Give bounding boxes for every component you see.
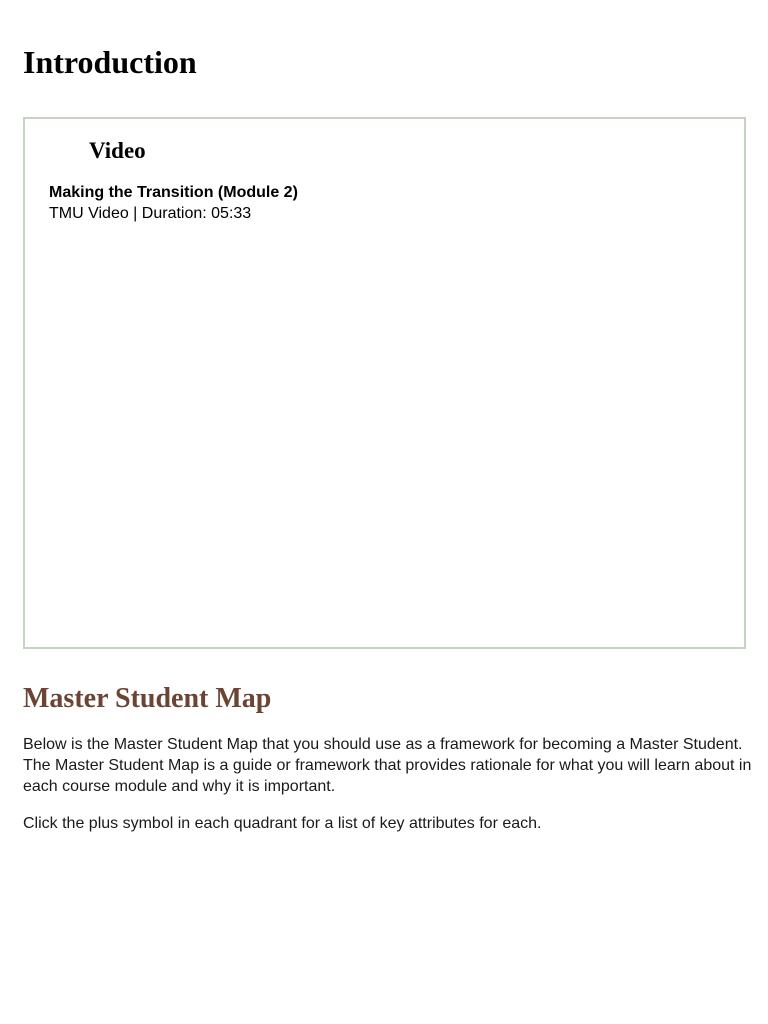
video-meta: TMU Video | Duration: 05:33 xyxy=(49,205,252,222)
section-paragraph-intro: Below is the Master Student Map that you should use as a framework for becoming a Master Student. The Master Student Map is a guide or framework that provides rationale for what you will learn about in each course module and why it is important. xyxy=(23,736,752,795)
section-paragraph-instructions: Click the plus symbol in each quadrant for a list of key attributes for each. xyxy=(23,815,542,832)
video-heading: Video xyxy=(89,138,146,163)
page-title: Introduction xyxy=(23,44,197,80)
section-title: Master Student Map xyxy=(23,683,272,714)
video-title: Making the Transition (Module 2) xyxy=(49,184,298,201)
video-card xyxy=(23,117,746,649)
video-player[interactable] xyxy=(49,235,720,627)
